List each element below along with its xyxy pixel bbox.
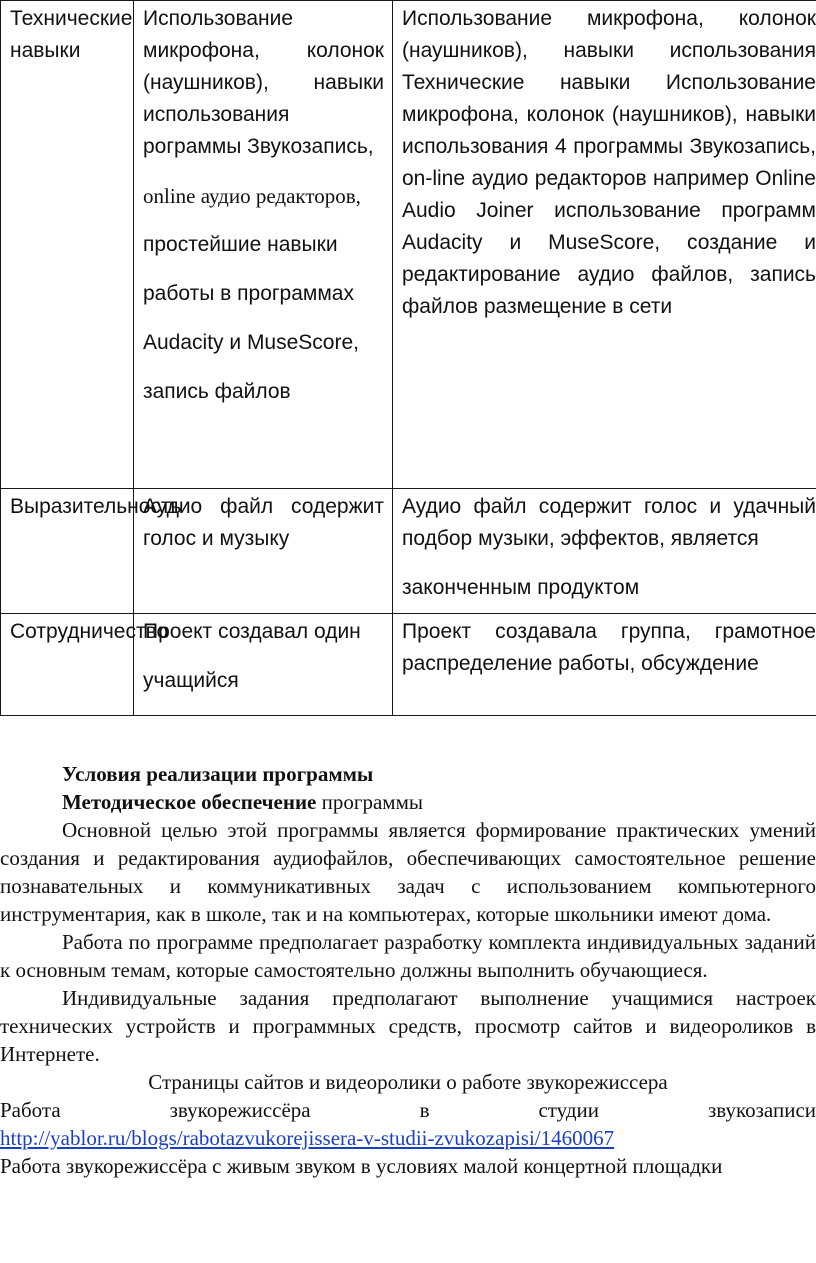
- high-level-cell: [393, 614, 816, 716]
- cell-text: Использование микрофона, колонок (наушников), навыки использования Технические навыки Использование микрофона, колонок (наушников), навыки использования 4 программы Звукозапись, on-line аудио редакторов например Online Audio Joiner использование программ Audacity и MuseScore, создание и редактирование аудио файлов, запись файлов размещение в сети: [402, 7, 816, 318]
- low-level-cell: [134, 1, 393, 489]
- link-title: Работа звукорежиссёра в студии звукозаписи: [0, 1098, 816, 1122]
- table-row: [1, 489, 816, 614]
- section-heading: Условия реализации программы: [62, 762, 374, 786]
- cell-text: Аудио файл содержит голос и музыку: [143, 495, 384, 550]
- paragraph: Основной целью этой программы является формирование практических умений создания и редактирования аудиофайлов, обеспечивающих самостоятельное решение познавательных и коммуникативных задач с использованием компьютерного инструментария, как в школе, так и на компьютерах, которые школьники имеют дома.: [0, 818, 816, 926]
- cell-text: простейшие навыки: [143, 233, 338, 256]
- cell-text: работы в программах: [143, 282, 354, 305]
- high-level-cell: [393, 489, 816, 614]
- cell-text: Аудио файл содержит голос и удачный подбор музыки, эффектов, является: [402, 495, 816, 550]
- section-title: Страницы сайтов и видеоролики о работе звукорежиссера: [148, 1070, 668, 1094]
- subheading-bold: Методическое обеспечение: [62, 790, 317, 814]
- link-title: Работа звукорежиссёра с живым звуком в условиях малой концертной площадки: [0, 1154, 723, 1178]
- low-level-cell: [134, 489, 393, 614]
- subheading-rest: программы: [316, 790, 423, 814]
- cell-text: Использование микрофона, колонок (наушников), навыки использования рограммы Звукозапись,: [143, 7, 384, 158]
- criterion-cell: [1, 614, 169, 716]
- criterion-cell: [1, 1, 134, 489]
- document-body: [0, 760, 816, 1180]
- low-level-cell: [134, 614, 393, 716]
- cell-text: Проект создавала группа, грамотное распределение работы, обсуждение: [402, 620, 816, 675]
- criterion-label: Технические навыки: [10, 7, 133, 62]
- cell-text: online аудио редакторов,: [143, 184, 361, 208]
- cell-text: законченным продуктом: [402, 576, 640, 599]
- video-link[interactable]: http://yablor.ru/blogs/rabotazvukorejissera-v-studii-zvukozapisi/1460067: [0, 1126, 615, 1150]
- high-level-cell: [393, 1, 816, 489]
- cell-text: Audacity и MuseScore,: [143, 331, 359, 354]
- paragraph: Индивидуальные задания предполагают выполнение учащимися настроек технических устройств и программных средств, просмотр сайтов и видеороликов в Интернете.: [0, 986, 816, 1066]
- criterion-label: Выразительность: [10, 495, 182, 518]
- cell-text: запись файлов: [143, 380, 291, 403]
- table-row: [1, 1, 816, 489]
- cell-text: Проект создавал один: [143, 620, 361, 643]
- criterion-label: Сотрудничество: [10, 620, 169, 643]
- subheading: [0, 788, 816, 816]
- cell-text: учащийся: [143, 669, 239, 692]
- paragraph: Работа по программе предполагает разработку комплекта индивидуальных заданий к основным темам, которые самостоятельно должны выполнить обучающиеся.: [0, 930, 816, 982]
- table-row: [1, 614, 816, 716]
- criterion-cell: [1, 489, 182, 614]
- link-row: [0, 1124, 816, 1152]
